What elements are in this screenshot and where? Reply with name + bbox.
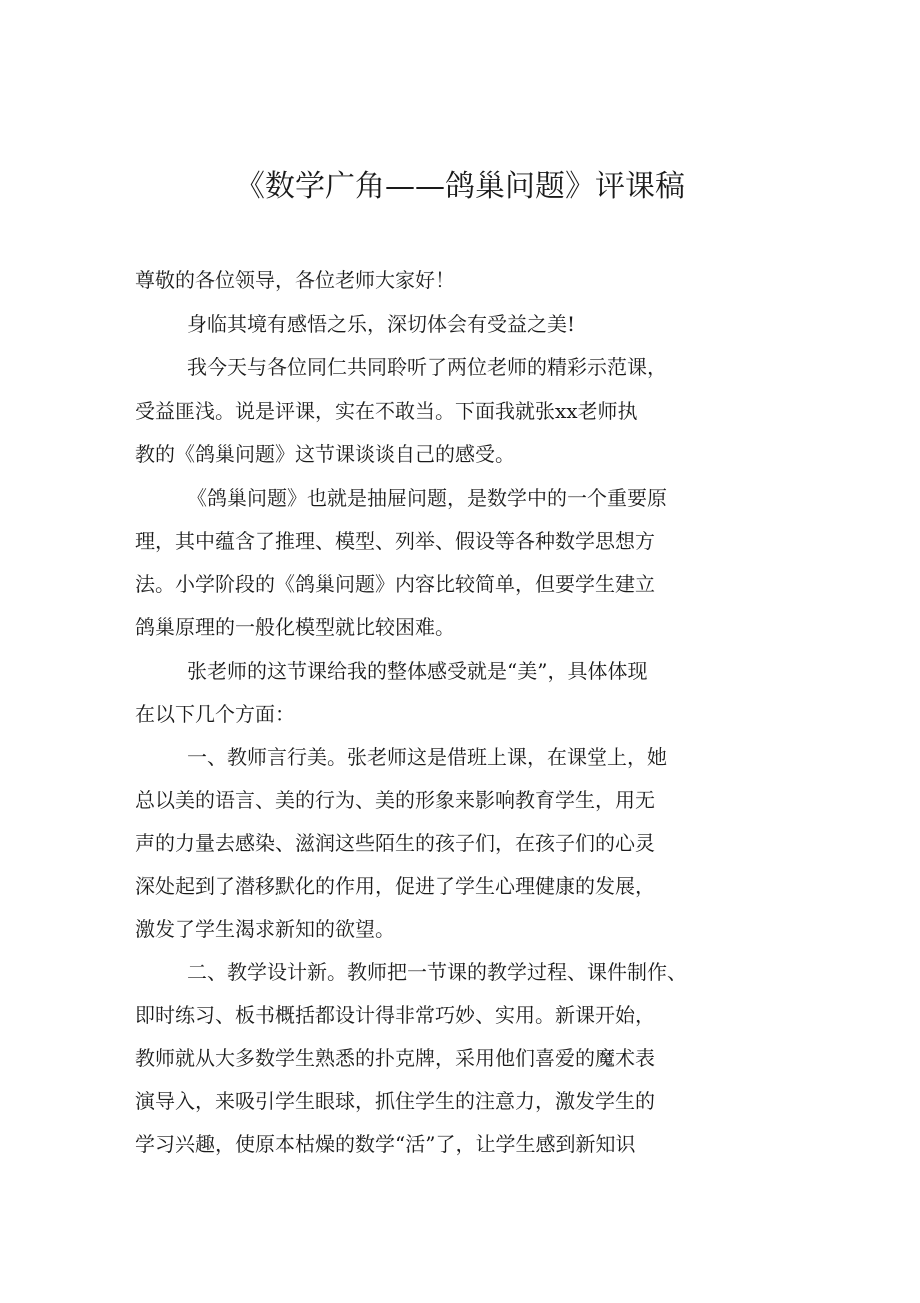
- paragraph-line: 身临其境有感悟之乐，深切体会有受益之美!: [187, 312, 576, 336]
- paragraph-line: 理，其中蕴含了推理、模型、列举、假设等各种数学思想方: [135, 529, 655, 553]
- paragraph-line: 《鸽巢问题》也就是抽屉问题，是数学中的一个重要原: [187, 486, 667, 510]
- paragraph-line: 声的力量去感染、滋润这些陌生的孩子们，在孩子们的心灵: [135, 831, 655, 855]
- paragraph-line: 深处起到了潜移默化的作用，促进了学生心理健康的发展，: [135, 874, 655, 898]
- paragraph-line: 法。小学阶段的《鸽巢问题》内容比较简单，但要学生建立: [135, 572, 655, 596]
- paragraph-line: 教的《鸽巢问题》这节课谈谈自己的感受。: [135, 442, 515, 466]
- page-title: 《数学广角——鸽巢问题》评课稿: [235, 169, 685, 204]
- paragraph-line: 受益匪浅。说是评课，实在不敢当。下面我就张xx老师执: [135, 399, 638, 423]
- paragraph-line: 二、教学设计新。教师把一节课的教学过程、课件制作、: [187, 960, 687, 984]
- paragraph-line: 在以下几个方面：: [135, 702, 295, 726]
- paragraph-line: 演导入，来吸引学生眼球，抓住学生的注意力，激发学生的: [135, 1089, 655, 1113]
- salutation-line: 尊敬的各位领导，各位老师大家好！: [135, 268, 455, 292]
- paragraph-line: 激发了学生渴求新知的欲望。: [135, 917, 395, 941]
- paragraph-line: 一、教师言行美。张老师这是借班上课，在课堂上，她: [187, 745, 667, 769]
- paragraph-line: 鸽巢原理的一般化模型就比较困难。: [135, 615, 455, 639]
- paragraph-line: 我今天与各位同仁共同聆听了两位老师的精彩示范课，: [187, 355, 667, 379]
- paragraph-line: 教师就从大多数学生熟悉的扑克牌，采用他们喜爱的魔术表: [135, 1046, 655, 1070]
- paragraph-line: 即时练习、板书概括都设计得非常巧妙、实用。新课开始，: [135, 1003, 655, 1027]
- paragraph-line: 张老师的这节课给我的整体感受就是“美”，具体体现: [187, 659, 648, 683]
- paragraph-line: 学习兴趣，使原本枯燥的数学“活”了，让学生感到新知识: [135, 1132, 636, 1156]
- paragraph-line: 总以美的语言、美的行为、美的形象来影响教育学生，用无: [135, 788, 655, 812]
